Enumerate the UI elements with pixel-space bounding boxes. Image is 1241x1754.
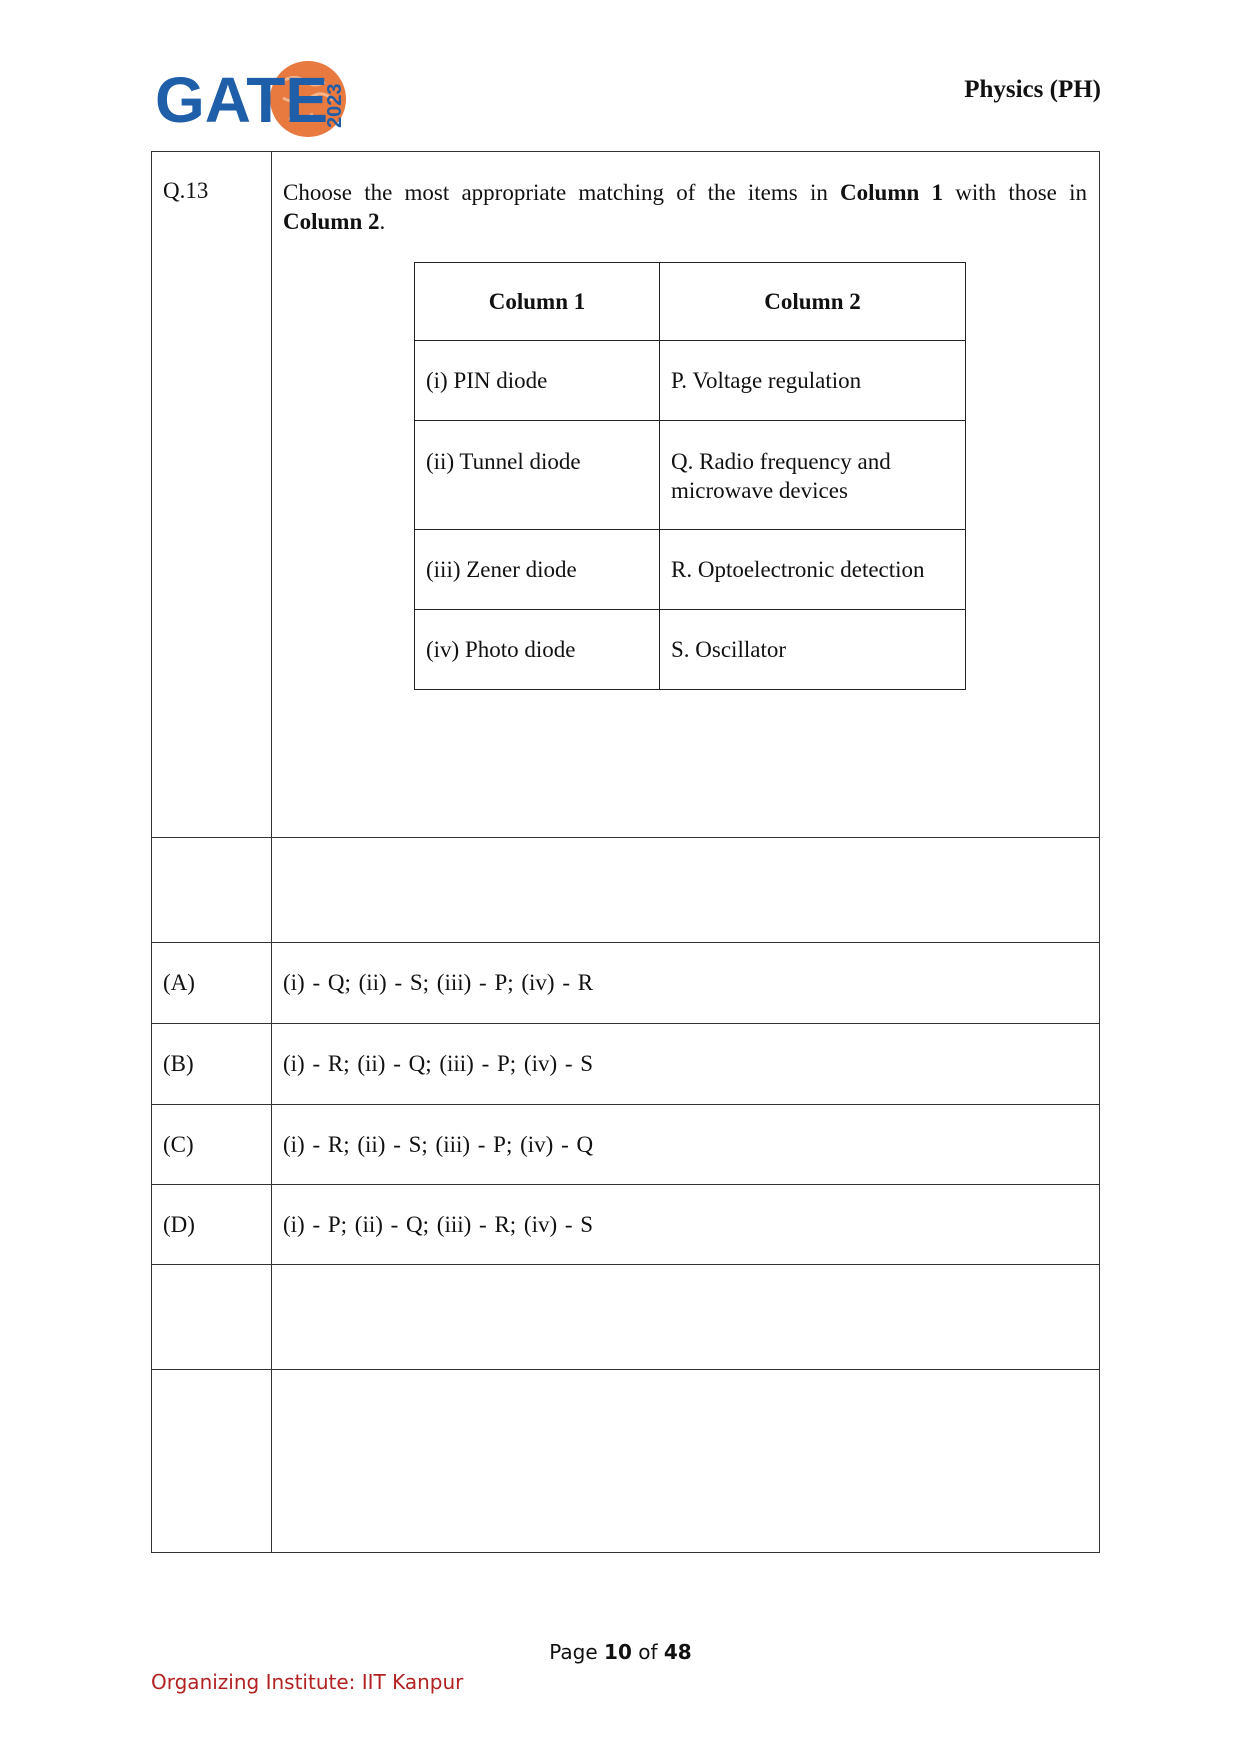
blank-row — [152, 1370, 1100, 1553]
column-2-cell: Q. Radio frequency and microwave devices — [660, 421, 966, 530]
blank-row — [152, 838, 1100, 943]
matching-row — [415, 610, 966, 690]
option-row-d — [152, 1185, 1100, 1265]
column-2-header: Column 2 — [660, 263, 966, 341]
option-label: (D) — [152, 1185, 272, 1265]
option-text: (i) - R; (ii) - Q; (iii) - P; (iv) - S — [272, 1024, 1100, 1105]
option-text: (i) - P; (ii) - Q; (iii) - R; (iv) - S — [272, 1185, 1100, 1265]
blank-row — [152, 1265, 1100, 1370]
option-label: (B) — [152, 1024, 272, 1105]
matching-row — [415, 421, 966, 530]
column-2-cell: P. Voltage regulation — [660, 341, 966, 421]
gate-2023-logo — [155, 58, 365, 140]
matching-header-row — [415, 263, 966, 341]
matching-table — [414, 262, 966, 690]
subject-title: Physics (PH) — [964, 76, 1101, 103]
logo-year: 2023 — [324, 83, 346, 128]
logo-text: GATE — [155, 64, 329, 136]
question-row — [152, 152, 1100, 838]
option-label: (A) — [152, 943, 272, 1024]
matching-row — [415, 341, 966, 421]
organizing-institute: Organizing Institute: IIT Kanpur — [151, 1670, 464, 1694]
option-text: (i) - Q; (ii) - S; (iii) - P; (iv) - R — [272, 943, 1100, 1024]
option-text: (i) - R; (ii) - S; (iii) - P; (iv) - Q — [272, 1105, 1100, 1185]
question-table — [151, 151, 1100, 1553]
option-row-a — [152, 943, 1100, 1024]
column-2-cell: R. Optoelectronic detection — [660, 530, 966, 610]
column-1-cell: (iv) Photo diode — [415, 610, 660, 690]
page-number: Page 10 of 48 — [549, 1640, 692, 1664]
column-1-cell: (i) PIN diode — [415, 341, 660, 421]
question-body — [272, 152, 1100, 838]
column-1-cell: (iii) Zener diode — [415, 530, 660, 610]
question-stem: Choose the most appropriate matching of the items in Column 1 with those in Column 2. — [283, 180, 1087, 234]
option-label: (C) — [152, 1105, 272, 1185]
matching-row — [415, 530, 966, 610]
column-1-cell: (ii) Tunnel diode — [415, 421, 660, 530]
option-row-c — [152, 1105, 1100, 1185]
column-1-header: Column 1 — [415, 263, 660, 341]
option-row-b — [152, 1024, 1100, 1105]
question-number: Q.13 — [152, 152, 272, 838]
column-2-cell: S. Oscillator — [660, 610, 966, 690]
